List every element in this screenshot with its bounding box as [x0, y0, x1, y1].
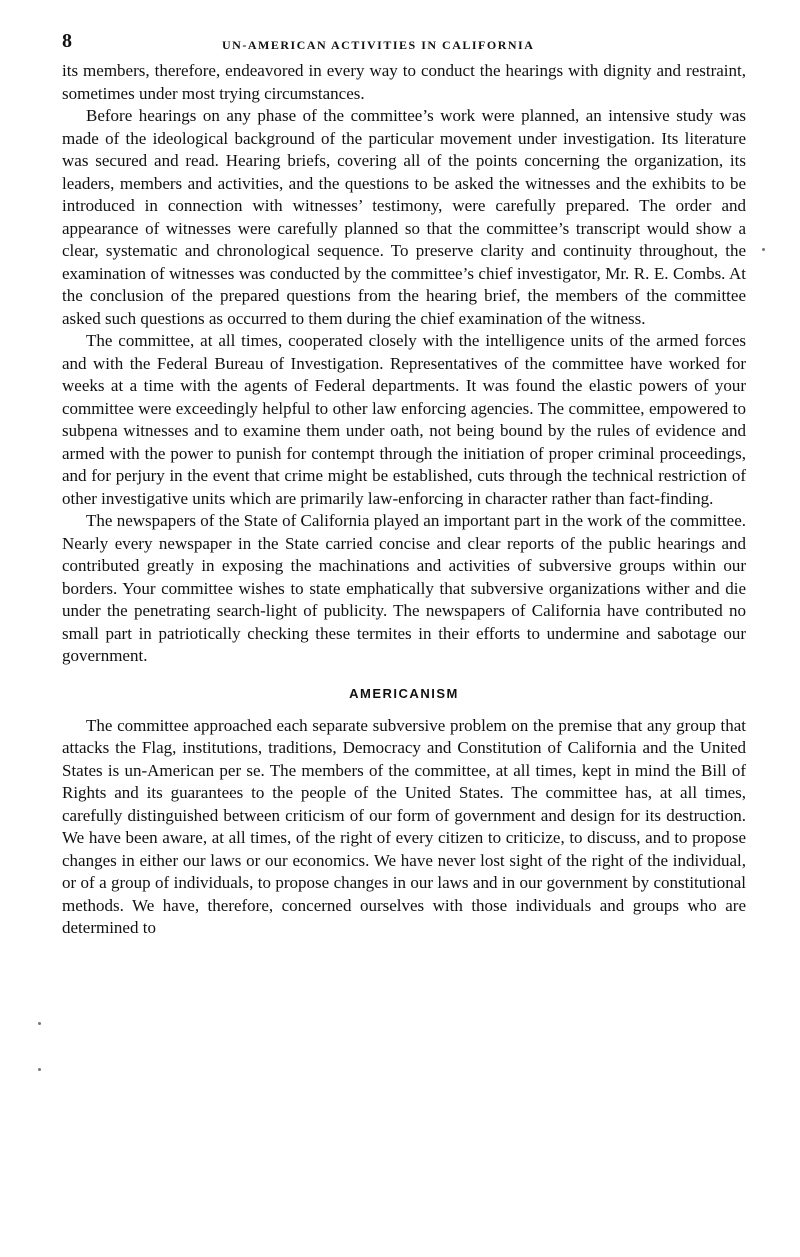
margin-mark — [38, 1068, 41, 1071]
body-text — [62, 60, 746, 940]
margin-mark — [762, 248, 765, 251]
document-page — [62, 30, 746, 940]
paragraph-newspapers: The newspapers of the State of California played an important part in the work of the committee. Nearly every newspaper in the State carried concise and clear reports of the public hearings and contributed greatly in exposing the machinations and activities of subversive groups within our borders. Your committee wishes to state emphatically that subversive organizations wither and die under the penetrating search-light of publicity. The newspapers of California have contributed no small part in patriotically checking these termites in their efforts to undermine and sabotage our government. — [62, 511, 746, 665]
running-head: UN-AMERICAN ACTIVITIES IN CALIFORNIA — [222, 38, 535, 52]
section-heading: AMERICANISM — [349, 685, 459, 701]
paragraph-americanism: The committee approached each separate subversive problem on the premise that any group that attacks the Flag, institutions, traditions, Democracy and Constitution of California and the United States is un-American per se. The members of the committee, at all times, kept in mind the Bill of Rights and its guarantees to the people of the United States. The committee has, at all times, carefully distinguished between criticism of our form of government and design for its destruction. We have been aware, at all times, of the right of every citizen to criticize, to discuss, and to propose changes in either our laws or our economics. We have never lost sight of the right of the individual, or of a group of individuals, to propose changes in our laws and in our government by constitutional methods. We have, therefore, concerned ourselves with those individuals and groups who are determined to — [62, 715, 746, 937]
page-number: 8 — [62, 30, 72, 52]
margin-mark — [38, 1022, 41, 1025]
paragraph-hearings: Before hearings on any phase of the committee’s work were planned, an intensive study was made of the ideological background of the particular movement under investigation. Its literature was secured and read. Hearing briefs, covering all of the points concerning the organization, its leaders, members and activities, and the questions to be asked the witnesses and the exhibits to be introduced in connection with witnesses’ testimony, were carefully prepared. The order and appearance of witnesses were carefully planned so that the committee’s transcript would show a clear, systematic and chronological sequence. To preserve clarity and continuity throughout, the examination of witnesses was conducted by the committee’s chief investigator, Mr. R. E. Combs. At the conclusion of the prepared questions from the hearing brief, the members of the committee asked such questions as occurred to them during the chief examination of the witness. — [62, 106, 746, 328]
paragraph-continued: its members, therefore, endeavored in every way to conduct the hearings with dignity and restraint, sometimes under most trying circumstances. — [62, 61, 746, 103]
paragraph-cooperation: The committee, at all times, cooperated closely with the intelligence units of the armed forces and with the Federal Bureau of Investigation. Representatives of the committee have worked for weeks at a time with the agents of Federal departments. It was found the elastic powers of your committee were exceedingly helpful to other law enforcing agencies. The committee, empowered to subpena witnesses and to examine them under oath, not being bound by the rules of evidence and armed with the power to punish for contempt through the initiation of proper criminal proceedings, and for perjury in the event that crime might be established, cuts through the technical restriction of other investigative units which are primarily law-enforcing in character rather than fact-finding. — [62, 331, 746, 508]
page-header — [62, 30, 746, 60]
